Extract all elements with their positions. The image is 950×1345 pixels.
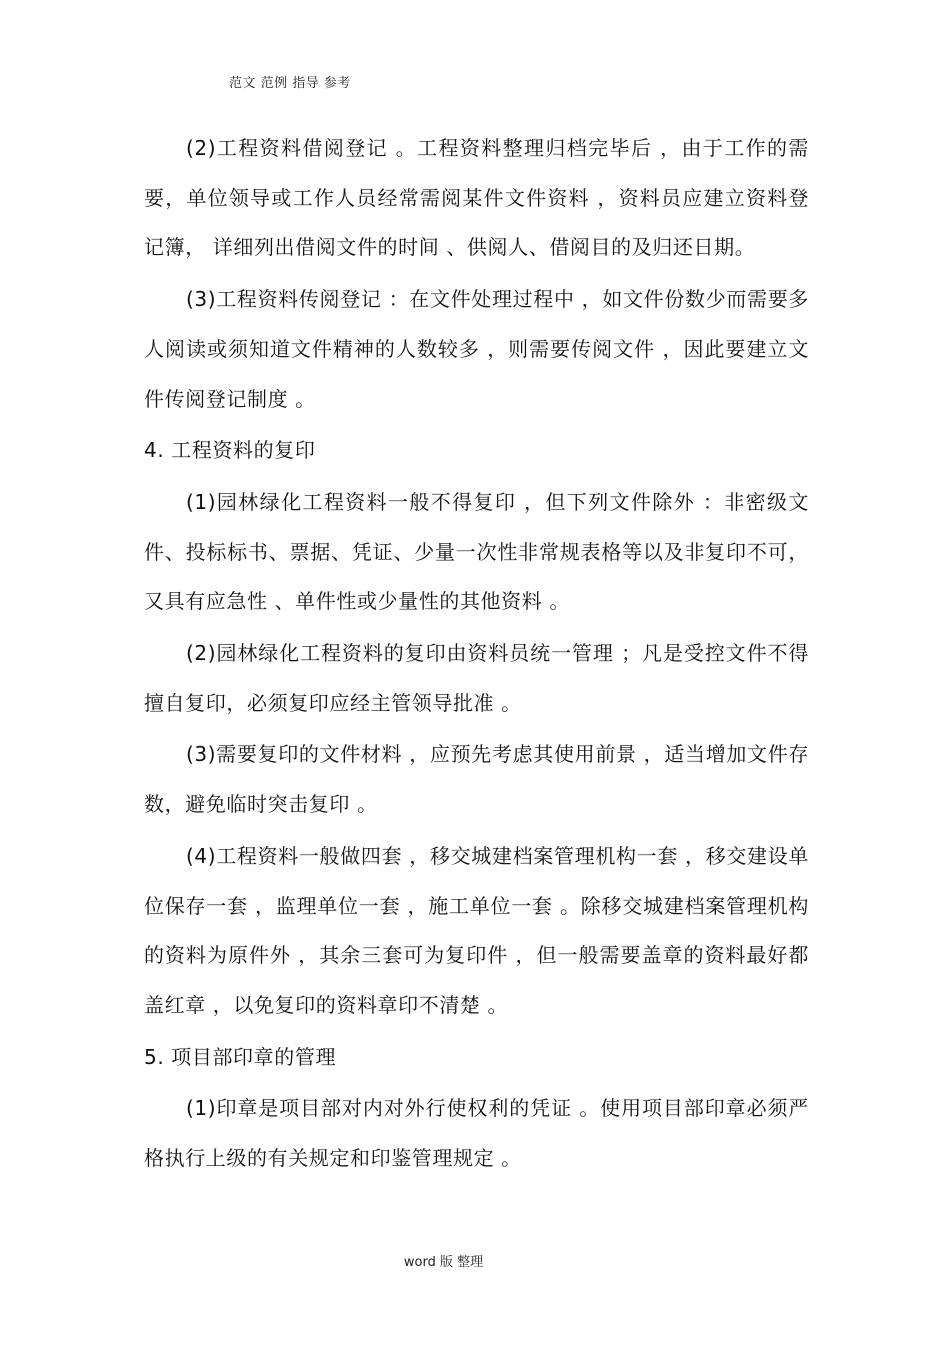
paragraph-copy-rule-2: (2)园林绿化工程资料的复印由资料员统一管理 ；凡是受控文件不得擅自复印，必须复印应经主管领导批准 。 [144, 641, 809, 715]
paragraph-copy-rule-1: (1)园林绿化工程资料一般不得复印 ，但下列文件除外 ：非密级文件、投标标书、票据、凭证、少量一次性非常规表格等以及非复印不可，又具有应急性 、单件性或少量性的其他资料 。 [144, 489, 809, 614]
paragraph-borrow-registration: (2)工程资料借阅登记 。工程资料整理归档完毕后 ，由于工作的需要，单位领导或工作人员经常需阅某件文件资料 ，资料员应建立资料登记簿， 详细列出借阅文件的时间 、供阅人、借阅目的及归还日期。 [144, 136, 809, 260]
paragraph-copy-rule-3: (3)需要复印的文件材料 ，应预先考虑其使用前景 ，适当增加文件存数，避免临时突击复印 。 [144, 742, 809, 817]
section-heading-copying: 4. 工程资料的复印 [144, 438, 316, 463]
section-heading-seal-management: 5. 项目部印章的管理 [144, 1044, 337, 1069]
page-footer: word 版 整理 [403, 1255, 484, 1270]
document-body [144, 124, 809, 1186]
paragraph-seal-rule-1: (1)印章是项目部对内对外行使权利的凭证 。使用项目部印章必须严格执行上级的有关规定和印鉴管理规定 。 [144, 1096, 809, 1171]
paragraph-copy-rule-4: (4)工程资料一般做四套 ，移交城建档案管理机构一套 ，移交建设单位保存一套 ，监理单位一套 ，施工单位一套 。除移交城建档案管理机构的资料为原件外 ，其余三套可为复印件 ，但一般需要盖章的资料最好都盖红章 ，以免复印的资料章印不清楚 。 [144, 843, 809, 1017]
paragraph-circulation-registration: (3)工程资料传阅登记 ：在文件处理过程中 ，如文件份数少而需要多人阅读或须知道文件精神的人数较多 ，则需要传阅文件 ，因此要建立文件传阅登记制度 。 [144, 287, 809, 411]
page-header: 范文 范例 指导 参考 [229, 76, 351, 91]
